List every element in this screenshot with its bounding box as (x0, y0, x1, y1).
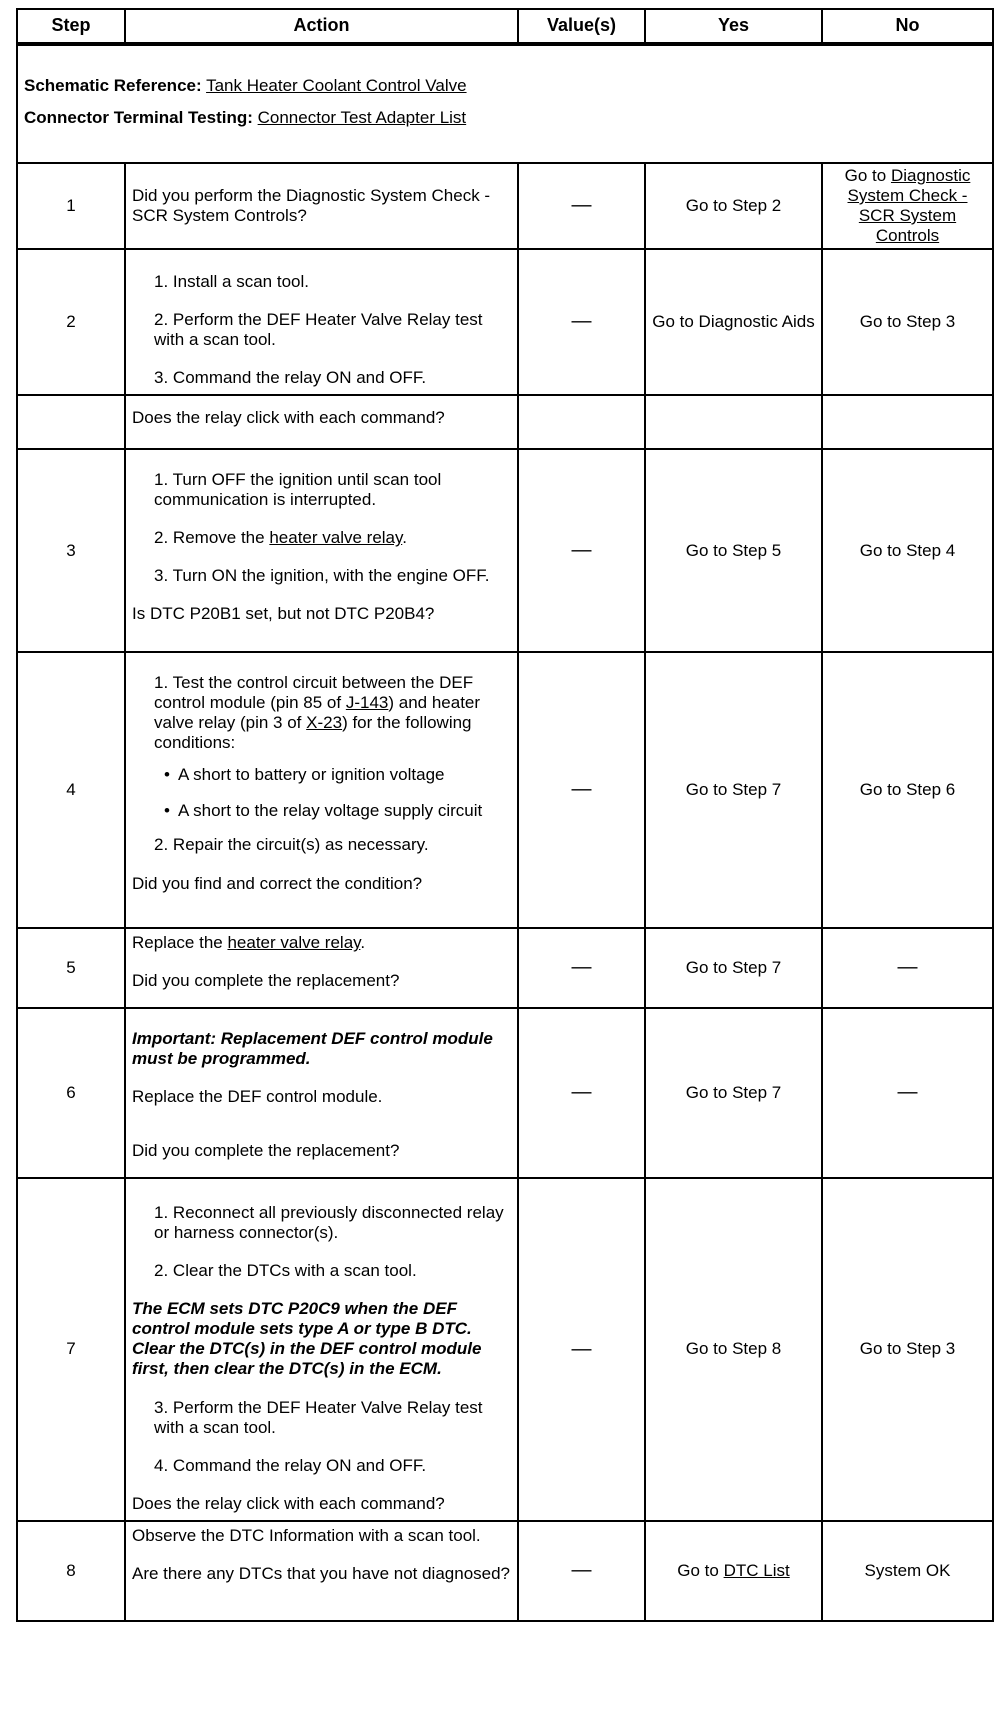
no-cell: Go to Step 4 (822, 449, 993, 652)
heater-valve-relay-link[interactable]: heater valve relay (269, 528, 403, 548)
step-text: Replace the heater valve relay. (132, 933, 366, 953)
yes-cell (645, 1521, 822, 1621)
table-row-step-3 (17, 449, 993, 652)
header-row (17, 9, 993, 44)
step-instructions (132, 470, 511, 586)
connector-testing-link[interactable]: Connector Test Adapter List (257, 108, 467, 127)
step-number: 8 (17, 1521, 125, 1621)
no-cell: Go to Step 6 (822, 652, 993, 928)
table-row-step-1 (17, 163, 993, 249)
yes-prefix: Go to (677, 1560, 719, 1580)
value-cell: — (518, 1008, 645, 1178)
schematic-reference (24, 76, 986, 96)
schematic-reference-link[interactable]: Tank Heater Coolant Control Valve (206, 75, 467, 95)
list-item: 2. Remove the heater valve relay. (154, 528, 407, 548)
header-values: Value(s) (518, 9, 645, 44)
important-note: Important: Replacement DEF control module must be programmed. (132, 1029, 493, 1069)
action-cell (125, 1178, 518, 1521)
value-cell: — (518, 1521, 645, 1621)
bullet-item: • A short to battery or ignition voltage (132, 765, 511, 785)
list-item: 4. Command the relay ON and OFF. (154, 1455, 427, 1475)
value-cell: — (518, 928, 645, 1008)
list-item: 1. Install a scan tool. (154, 272, 309, 291)
value-cell: — (518, 652, 645, 928)
yes-cell: Go to Step 7 (645, 928, 822, 1008)
no-prefix: Go to (844, 165, 887, 185)
table-row-step-6 (17, 1008, 993, 1178)
step-question: Did you complete the replacement? (132, 1141, 400, 1161)
table-row-step-8 (17, 1521, 993, 1621)
list-item: 1. Reconnect all previously disconnected relay or harness connector(s). (154, 1203, 504, 1243)
step-number: 3 (17, 449, 125, 652)
table-row-step-2 (17, 249, 993, 395)
action-cell (125, 249, 518, 395)
yes-cell: Go to Step 7 (645, 652, 822, 928)
j-143-link[interactable]: J-143 (345, 693, 389, 713)
x-23-link[interactable]: X-23 (306, 713, 343, 733)
yes-cell: Go to Diagnostic Aids (645, 249, 822, 395)
empty-cell (645, 395, 822, 449)
step-number: 7 (17, 1178, 125, 1521)
value-cell: — (518, 1178, 645, 1521)
dtc-list-link[interactable]: DTC List (723, 1560, 790, 1580)
value-cell: — (518, 249, 645, 395)
connector-testing-reference (24, 108, 986, 128)
table-row-step-2-question (17, 395, 993, 449)
no-cell: — (822, 928, 993, 1008)
step-question: Did you perform the Diagnostic System Check - SCR System Controls? (132, 185, 491, 225)
table-row-step-4 (17, 652, 993, 928)
header-no: No (822, 9, 993, 44)
no-cell: — (822, 1008, 993, 1178)
bullet-item: • A short to the relay voltage supply circuit (132, 801, 511, 821)
action-cell (125, 928, 518, 1008)
action-cell (125, 652, 518, 928)
table-row-step-5 (17, 928, 993, 1008)
step-text: Observe the DTC Information with a scan tool. (132, 1525, 481, 1545)
action-cell (125, 1521, 518, 1621)
ecm-note: The ECM sets DTC P20C9 when the DEF control module sets type A or type B DTC. Clear the DTC(s) in the DEF control module first, then clear the DTC(s) in the ECM. (132, 1299, 482, 1379)
list-item: 1. Turn OFF the ignition until scan tool communication is interrupted. (154, 470, 442, 510)
no-cell: System OK (822, 1521, 993, 1621)
schematic-reference-label: Schematic Reference: (24, 75, 202, 95)
action-cell (125, 1008, 518, 1178)
step-question: Did you complete the replacement? (132, 971, 400, 991)
value-cell: — (518, 163, 645, 249)
step-number: 1 (17, 163, 125, 249)
yes-cell: Go to Step 2 (645, 163, 822, 249)
list-item: 3. Command the relay ON and OFF. (154, 368, 427, 388)
list-item: 3. Perform the DEF Heater Valve Relay test with a scan tool. (154, 1397, 483, 1437)
step-instructions (132, 1398, 511, 1476)
step-question: Does the relay click with each command? (132, 1493, 445, 1513)
list-item: 2. Perform the DEF Heater Valve Relay test with a scan tool. (154, 310, 483, 350)
step-instructions (132, 673, 511, 753)
yes-cell: Go to Step 8 (645, 1178, 822, 1521)
action-cell (125, 163, 518, 249)
list-item: 3. Turn ON the ignition, with the engine OFF. (154, 566, 490, 586)
header-action: Action (125, 9, 518, 44)
yes-cell: Go to Step 5 (645, 449, 822, 652)
step-number: 6 (17, 1008, 125, 1178)
list-item: 2. Clear the DTCs with a scan tool. (154, 1261, 417, 1281)
yes-cell: Go to Step 7 (645, 1008, 822, 1178)
header-step: Step (17, 9, 125, 44)
step-question: Are there any DTCs that you have not diagnosed? (132, 1563, 511, 1583)
empty-cell (17, 395, 125, 449)
header-yes: Yes (645, 9, 822, 44)
step-number: 5 (17, 928, 125, 1008)
action-cell (125, 449, 518, 652)
connector-testing-label: Connector Terminal Testing: (24, 108, 253, 127)
step-number: 2 (17, 249, 125, 395)
value-cell: — (518, 449, 645, 652)
condition-bullets (132, 765, 511, 821)
step-instructions (132, 835, 511, 855)
question-cell (125, 395, 518, 449)
step-instructions (132, 1203, 511, 1281)
step-text: Replace the DEF control module. (132, 1087, 383, 1107)
no-cell (822, 163, 993, 249)
step-number: 4 (17, 652, 125, 928)
reference-row (17, 44, 993, 163)
no-cell: Go to Step 3 (822, 249, 993, 395)
diagnostic-system-check-link[interactable]: Diagnostic System Check - SCR System Controls (847, 165, 971, 246)
empty-cell (822, 395, 993, 449)
step-instructions (132, 272, 511, 388)
heater-valve-relay-link[interactable]: heater valve relay (227, 933, 361, 953)
table-row-step-7 (17, 1178, 993, 1521)
reference-cell (17, 44, 993, 163)
list-item: 2. Repair the circuit(s) as necessary. (154, 835, 429, 855)
empty-cell (518, 395, 645, 449)
no-cell: Go to Step 3 (822, 1178, 993, 1521)
step-question: Does the relay click with each command? (132, 408, 445, 428)
step-question: Is DTC P20B1 set, but not DTC P20B4? (132, 604, 435, 624)
diagnostic-table (16, 8, 994, 1622)
step-question: Did you find and correct the condition? (132, 873, 423, 893)
list-item: 1. Test the control circuit between the DEF control module (pin 85 of J-143) and heater valve relay (pin 3 of X-23) for the following conditions: (154, 673, 481, 753)
